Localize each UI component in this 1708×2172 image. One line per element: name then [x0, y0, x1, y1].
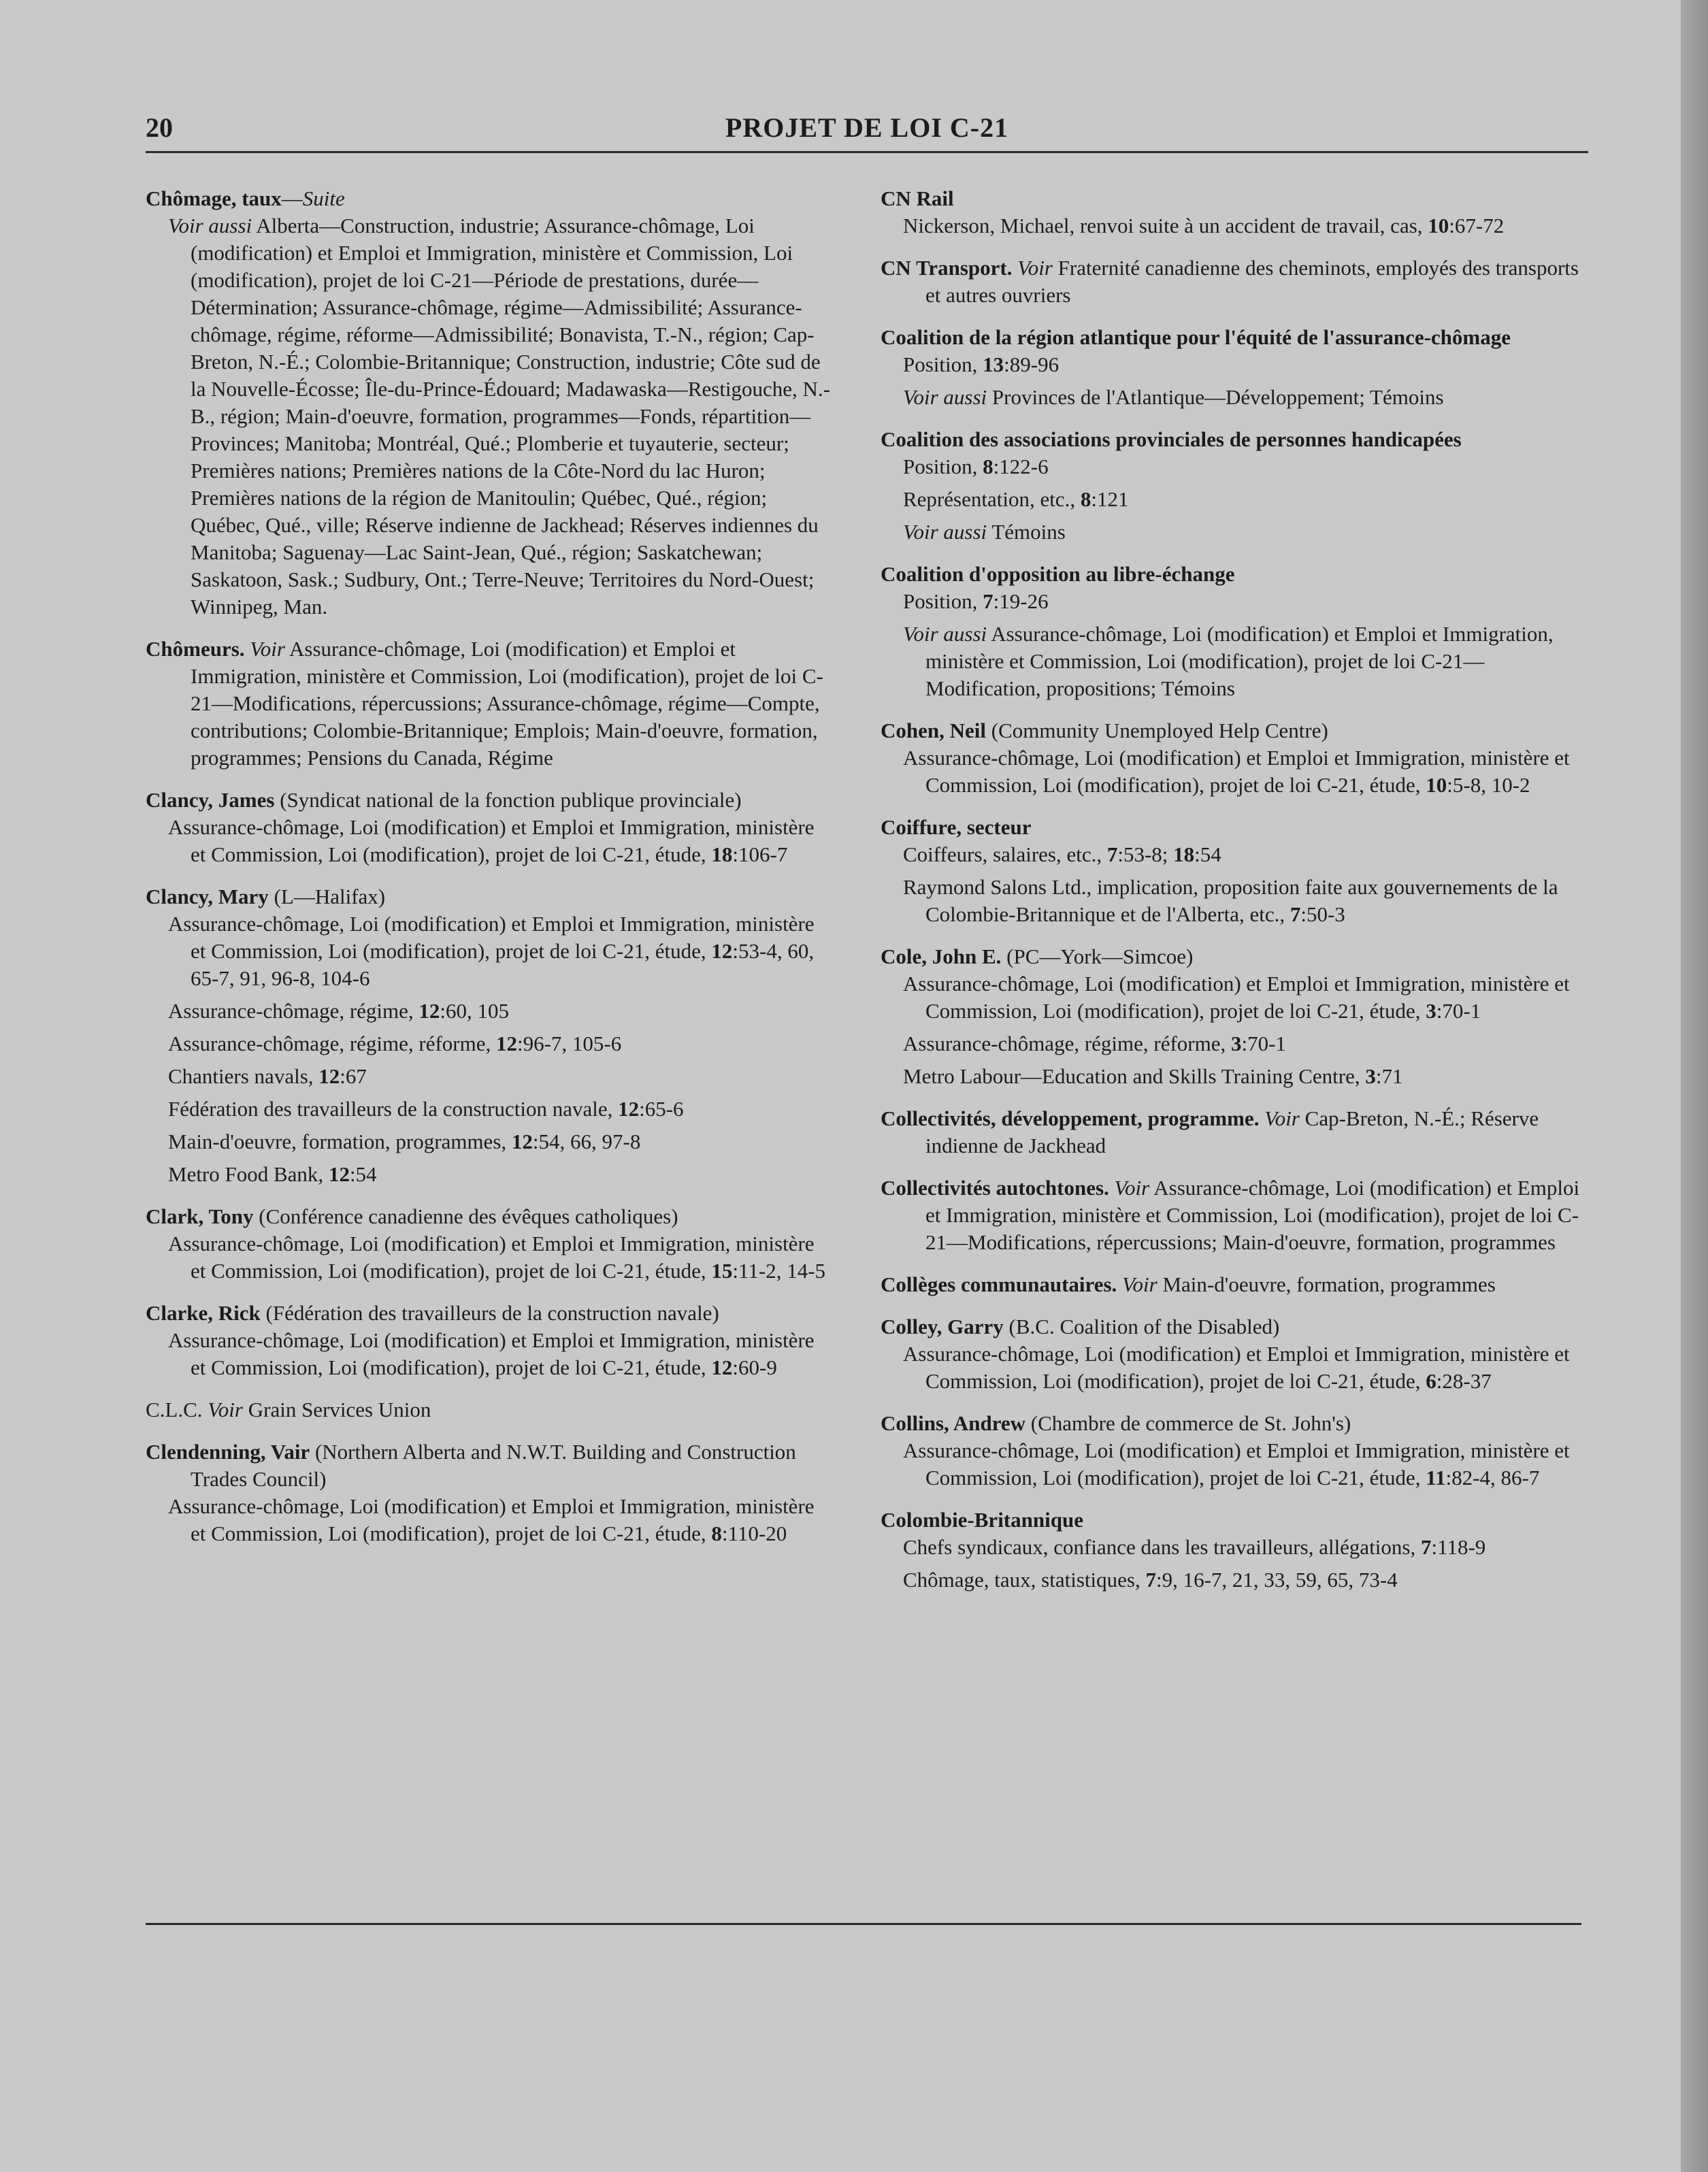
- issue-number: 18: [711, 842, 733, 866]
- sub-entry: [146, 910, 833, 992]
- page-refs: :121: [1091, 487, 1129, 511]
- page-refs: :106-7: [732, 842, 788, 866]
- issue-number: 12: [711, 939, 733, 963]
- sub-entry-text: Provinces de l'Atlantique—Développement; Témoins: [987, 385, 1444, 409]
- issue-number: 8: [711, 1521, 722, 1545]
- entry-name: Coalition de la région atlantique pour l'équité de l'assurance-chômage: [881, 325, 1511, 349]
- entry-heading: [146, 883, 833, 910]
- sub-entry-text: Position,: [903, 455, 983, 478]
- issue-number: 12: [618, 1097, 640, 1121]
- sub-entry: [881, 519, 1595, 546]
- sub-entry: [881, 212, 1595, 240]
- sub-entry: [881, 874, 1595, 928]
- sub-entry: [146, 1493, 833, 1547]
- sub-entry: [881, 1437, 1595, 1492]
- entry-heading: [881, 1174, 1595, 1256]
- page-refs: :118-9: [1431, 1535, 1486, 1559]
- entry-text: (Fédération des travailleurs de la construction navale): [265, 1301, 719, 1325]
- sub-entry: [881, 384, 1595, 411]
- issue-number: 12: [496, 1032, 517, 1055]
- page-refs: :60-9: [732, 1355, 777, 1379]
- index-entry: [881, 1313, 1595, 1395]
- sub-entry-text: Assurance-chômage, Loi (modification) et Emploi et Immigration, ministère et Commission, Loi (modification), projet de loi C-21—Modification, propositions; Témoins: [925, 622, 1554, 700]
- sub-entry-text: Assurance-chômage, Loi (modification) et Emploi et Immigration, ministère et Commission, Loi (modification), projet de loi C-21, étude,: [168, 912, 815, 963]
- page-header: [146, 112, 1588, 152]
- page-refs: :28-37: [1436, 1369, 1492, 1393]
- page-refs: :65-6: [639, 1097, 684, 1121]
- entry-name: Clancy, Mary: [146, 885, 269, 908]
- page-refs: :19-26: [993, 589, 1049, 613]
- entry-name: Clarke, Rick: [146, 1301, 261, 1325]
- issue-number: 12: [511, 1130, 533, 1153]
- sub-entry: [881, 1340, 1595, 1395]
- entry-text: (Community Unemployed Help Centre): [991, 719, 1328, 742]
- sub-entry: [146, 1161, 833, 1188]
- sub-entry: [146, 814, 833, 868]
- issue-number: 18: [1173, 842, 1195, 866]
- header-rule: [146, 151, 1588, 153]
- entry-heading: [146, 1396, 833, 1424]
- sub-entry: [881, 588, 1595, 615]
- entry-text: Cap-Breton, N.-É.; Réserve indienne de Jackhead: [925, 1106, 1539, 1157]
- page-refs: :11-2, 14-5: [732, 1259, 826, 1283]
- page-refs: :53-8;: [1117, 842, 1174, 866]
- sub-entry: [146, 1230, 833, 1285]
- cross-ref-label: Voir: [1264, 1106, 1300, 1130]
- entry-text: (Chambre de commerce de St. John's): [1030, 1411, 1351, 1435]
- entry-text: Assurance-chômage, Loi (modification) et Emploi et Immigration, ministère et Commission, Loi (modification), projet de loi C-21—Modifications, répercussions; Main-d'oeuvre, formation, programmes: [925, 1176, 1580, 1254]
- index-entry: [881, 814, 1595, 928]
- sub-entry: [881, 1063, 1595, 1090]
- issue-number: 12: [318, 1064, 340, 1088]
- sub-entry-text: Coiffeurs, salaires, etc.,: [903, 842, 1107, 866]
- sub-entry-text: Metro Labour—Education and Skills Training Centre,: [903, 1064, 1366, 1088]
- cross-ref-label: Voir: [1114, 1176, 1150, 1200]
- index-entry: [146, 636, 833, 772]
- sub-entry-text: Assurance-chômage, régime, réforme,: [168, 1032, 496, 1055]
- sub-entry-text: Position,: [903, 352, 983, 376]
- sub-entry: [146, 1096, 833, 1123]
- sub-entry-text: Nickerson, Michael, renvoi suite à un accident de travail, cas,: [903, 214, 1428, 237]
- issue-number: 12: [711, 1355, 733, 1379]
- entry-heading: [881, 943, 1595, 970]
- sub-entry: [881, 1566, 1595, 1594]
- entry-name-suffix: [1109, 1176, 1115, 1200]
- index-entry: [146, 1438, 833, 1547]
- entry-name-suffix: [1001, 944, 1006, 968]
- issue-number: 3: [1365, 1064, 1376, 1088]
- cross-ref-label: Voir aussi: [903, 520, 987, 544]
- sub-entry-text: Assurance-chômage, régime, réforme,: [903, 1032, 1231, 1055]
- entry-text: (L—Halifax): [274, 885, 386, 908]
- entry-name-suffix: [261, 1301, 266, 1325]
- sub-entry-text: Assurance-chômage, Loi (modification) et Emploi et Immigration, ministère et Commission, Loi (modification), projet de loi C-21, étude,: [903, 746, 1570, 797]
- cross-ref-label: Voir: [250, 637, 285, 661]
- entry-heading: [881, 717, 1595, 744]
- entry-name-suffix: —: [281, 186, 303, 210]
- index-entry: [881, 1507, 1595, 1594]
- entry-name: CN Rail: [881, 186, 954, 210]
- entry-name: Cole, John E.: [881, 944, 1002, 968]
- index-entry: [881, 254, 1595, 309]
- index-entry: [881, 1271, 1595, 1298]
- cross-ref-label: Voir: [1017, 256, 1053, 280]
- issue-number: 12: [328, 1162, 350, 1186]
- sub-entry-text: Main-d'oeuvre, formation, programmes,: [168, 1130, 512, 1153]
- issue-number: 10: [1426, 773, 1447, 797]
- issue-number: 6: [1426, 1369, 1436, 1393]
- entry-heading: [881, 814, 1595, 841]
- entry-text: Fraternité canadienne des cheminots, employés des transports et autres ouvriers: [925, 256, 1579, 307]
- issue-number: 3: [1426, 999, 1436, 1023]
- cross-ref-label: Voir aussi: [903, 622, 987, 646]
- page-edge-shadow: [1681, 0, 1708, 2172]
- entry-name: Clark, Tony: [146, 1204, 254, 1228]
- sub-entry: [146, 1030, 833, 1057]
- page-refs: :67: [340, 1064, 367, 1088]
- index-column-left: [146, 185, 833, 1562]
- issue-number: 15: [711, 1259, 733, 1283]
- sub-entry: [146, 1128, 833, 1155]
- page-refs: :89-96: [1004, 352, 1060, 376]
- issue-number: 13: [983, 352, 1004, 376]
- page-number: 20: [146, 112, 173, 143]
- entry-name: Clendenning, Vair: [146, 1440, 310, 1464]
- page-refs: :82-4, 86-7: [1445, 1466, 1540, 1490]
- entry-name: CN Transport.: [881, 256, 1013, 280]
- index-entry: [146, 1203, 833, 1285]
- index-entry: [146, 1300, 833, 1381]
- entry-heading: [881, 324, 1595, 351]
- entry-name: Colombie-Britannique: [881, 1508, 1083, 1532]
- index-entry: [881, 717, 1595, 799]
- sub-entry: [881, 453, 1595, 480]
- issue-number: 7: [1145, 1568, 1156, 1592]
- sub-entry: [146, 1063, 833, 1090]
- entry-heading: [146, 636, 833, 772]
- entry-name: Collectivités autochtones.: [881, 1176, 1109, 1200]
- sub-entry-text: Représentation, etc.,: [903, 487, 1081, 511]
- issue-number: 7: [1420, 1535, 1432, 1559]
- sub-entry: [146, 1327, 833, 1381]
- page-refs: :54: [349, 1162, 377, 1186]
- cross-ref-label: Voir: [208, 1398, 243, 1421]
- sub-entry: [881, 486, 1595, 513]
- page-refs: :54: [1194, 842, 1221, 866]
- sub-entry: [881, 744, 1595, 799]
- page-refs: :70-1: [1436, 999, 1481, 1023]
- sub-entry-text: Raymond Salons Ltd., implication, proposition faite aux gouvernements de la Colombie-Britannique et de l'Alberta, etc.,: [903, 875, 1558, 926]
- page-refs: :67-72: [1449, 214, 1505, 237]
- sub-entry-text: Assurance-chômage, Loi (modification) et Emploi et Immigration, ministère et Commission, Loi (modification), projet de loi C-21, étude,: [903, 1438, 1570, 1490]
- index-entry: [146, 185, 833, 621]
- entry-name-suffix: [1117, 1272, 1122, 1296]
- footer-rule: [146, 1923, 1581, 1925]
- entry-heading: [881, 1410, 1595, 1437]
- issue-number: 8: [983, 455, 993, 478]
- sub-entry-text: Assurance-chômage, Loi (modification) et Emploi et Immigration, ministère et Commission, Loi (modification), projet de loi C-21, étude,: [903, 1342, 1570, 1393]
- page-refs: :9, 16-7, 21, 33, 59, 65, 73-4: [1155, 1568, 1398, 1592]
- issue-number: 7: [983, 589, 993, 613]
- entry-heading: [881, 561, 1595, 588]
- issue-number: 7: [1106, 842, 1118, 866]
- entry-name-suffix: [1004, 1315, 1009, 1338]
- sub-entry-text: Fédération des travailleurs de la construction navale,: [168, 1097, 619, 1121]
- index-entry: [881, 943, 1595, 1090]
- entry-heading: [881, 1313, 1595, 1340]
- entry-text: (PC—York—Simcoe): [1006, 944, 1194, 968]
- cross-ref-label: Voir: [1122, 1272, 1157, 1296]
- cross-ref-label: Voir aussi: [903, 385, 987, 409]
- sub-entry-text: Assurance-chômage, régime,: [168, 999, 419, 1023]
- page-refs: :110-20: [721, 1521, 787, 1545]
- page-refs: :53-4, 60, 65-7, 91, 96-8, 104-6: [191, 939, 815, 990]
- sub-entry-text: Alberta—Construction, industrie; Assurance-chômage, Loi (modification) et Emploi et Immigration, ministère et Commission, Loi (modification), projet de loi C-21—Période de prestations, durée—Détermination; Assurance-chômage, régime—Admissibilité; Assurance-chômage, régime, réforme—Admissibilité; Bonavista, T.-N., région; Cap-Breton, N.-É.; Colombie-Britannique; Construction, industrie; Côte sud de la Nouvelle-Écosse; Île-du-Prince-Édouard; Madawaska—Restigouche, N.-B., région; Main-d'oeuvre, formation, programmes—Fonds, répartition—Provinces; Manitoba; Montréal, Qué.; Plomberie et tuyauterie, secteur; Premières nations; Premières nations de la Côte-Nord du lac Huron; Premières nations de la région de Manitoulin; Québec, Qué., région; Québec, Qué., ville; Réserve indienne de Jackhead; Réserves indiennes du Manitoba; Saguenay—Lac Saint-Jean, Qué., région; Saskatchewan; Saskatoon, Sask.; Sudbury, Ont.; Terre-Neuve; Territoires du Nord-Ouest; Winnipeg, Man.: [191, 214, 831, 619]
- sub-entry-text: Chômage, taux, statistiques,: [903, 1568, 1146, 1592]
- cross-ref-label: Suite: [302, 186, 345, 210]
- page-refs: :71: [1375, 1064, 1403, 1088]
- entry-heading: [146, 1438, 833, 1493]
- entry-name: Collins, Andrew: [881, 1411, 1026, 1435]
- sub-entry-text: Metro Food Bank,: [168, 1162, 329, 1186]
- page-refs: :70-1: [1241, 1032, 1286, 1055]
- entry-heading: [881, 254, 1595, 309]
- index-entry: [881, 561, 1595, 702]
- index-entry: [881, 185, 1595, 240]
- page-refs: :54, 66, 97-8: [532, 1130, 641, 1153]
- entry-text: Assurance-chômage, Loi (modification) et Emploi et Immigration, ministère et Commission, Loi (modification), projet de loi C-21—Modifications, répercussions; Assurance-chômage, régime—Compte, contributions; Colombie-Britannique; Emplois; Main-d'oeuvre, formation, programmes; Pensions du Canada, Régime: [191, 637, 823, 770]
- entry-heading: [881, 185, 1595, 212]
- entry-heading: [881, 1105, 1595, 1159]
- index-entry: [881, 1410, 1595, 1492]
- running-title: PROJET DE LOI C-21: [725, 112, 1009, 143]
- issue-number: 10: [1428, 214, 1449, 237]
- index-entry: [146, 1396, 833, 1424]
- sub-entry: [881, 351, 1595, 378]
- page-refs: :60, 105: [440, 999, 510, 1023]
- page-refs: :122-6: [993, 455, 1049, 478]
- entry-heading: [146, 787, 833, 814]
- index-entry: [146, 787, 833, 868]
- index-entry: [881, 1105, 1595, 1159]
- index-entry: [146, 883, 833, 1188]
- sub-entry: [881, 841, 1595, 868]
- sub-entry-text: Assurance-chômage, Loi (modification) et Emploi et Immigration, ministère et Commission, Loi (modification), projet de loi C-21, étude,: [168, 815, 815, 866]
- entry-name-suffix: [310, 1440, 315, 1464]
- issue-number: 3: [1231, 1032, 1242, 1055]
- page-refs: :96-7, 105-6: [517, 1032, 622, 1055]
- entry-name: Collectivités, développement, programme.: [881, 1106, 1260, 1130]
- sub-entry: [881, 970, 1595, 1025]
- issue-number: 12: [418, 999, 440, 1023]
- entry-name: C.L.C.: [146, 1398, 203, 1421]
- issue-number: 8: [1080, 487, 1091, 511]
- sub-entry-text: Chantiers navals,: [168, 1064, 319, 1088]
- page-refs: :50-3: [1300, 902, 1345, 926]
- entry-name-suffix: [269, 885, 274, 908]
- entry-text: (B.C. Coalition of the Disabled): [1008, 1315, 1280, 1338]
- sub-entry: [146, 998, 833, 1025]
- sub-entry-text: Chefs syndicaux, confiance dans les travailleurs, allégations,: [903, 1535, 1421, 1559]
- entry-name-suffix: [986, 719, 991, 742]
- entry-name: Collèges communautaires.: [881, 1272, 1117, 1296]
- entry-name: Chômage, taux: [146, 186, 282, 210]
- entry-heading: [146, 1300, 833, 1327]
- entry-text: Main-d'oeuvre, formation, programmes: [1157, 1272, 1496, 1296]
- entry-name-suffix: [1025, 1411, 1031, 1435]
- entry-name: Colley, Garry: [881, 1315, 1004, 1338]
- entry-text: Grain Services Union: [242, 1398, 431, 1421]
- entry-text: (Conférence canadienne des évêques catholiques): [259, 1204, 678, 1228]
- sub-entry: [881, 621, 1595, 702]
- sub-entry-text: Assurance-chômage, Loi (modification) et Emploi et Immigration, ministère et Commission, Loi (modification), projet de loi C-21, étude,: [168, 1494, 815, 1545]
- entry-heading: [881, 1507, 1595, 1534]
- sub-entry-text: Témoins: [987, 520, 1066, 544]
- sub-entry-text: Assurance-chômage, Loi (modification) et Emploi et Immigration, ministère et Commission, Loi (modification), projet de loi C-21, étude,: [168, 1328, 815, 1379]
- index-entry: [881, 426, 1595, 546]
- issue-number: 11: [1426, 1466, 1446, 1490]
- entry-text: (Northern Alberta and N.W.T. Building and Construction Trades Council): [191, 1440, 796, 1491]
- sub-entry-text: Assurance-chômage, Loi (modification) et Emploi et Immigration, ministère et Commission, Loi (modification), projet de loi C-21, étude,: [903, 972, 1570, 1023]
- entry-name: Coiffure, secteur: [881, 815, 1032, 839]
- sub-entry-text: Position,: [903, 589, 983, 613]
- entry-heading: [146, 185, 833, 212]
- entry-name: Coalition des associations provinciales de personnes handicapées: [881, 427, 1462, 451]
- index-entry: [881, 324, 1595, 411]
- cross-ref-label: Voir aussi: [168, 214, 252, 237]
- entry-text: (Syndicat national de la fonction publique provinciale): [280, 788, 742, 812]
- entry-heading: [881, 1271, 1595, 1298]
- entry-name: Chômeurs.: [146, 637, 245, 661]
- page-refs: :5-8, 10-2: [1447, 773, 1530, 797]
- sub-entry: [146, 212, 833, 621]
- entry-heading: [881, 426, 1595, 453]
- entry-name: Coalition d'opposition au libre-échange: [881, 562, 1235, 586]
- sub-entry: [881, 1534, 1595, 1561]
- entry-name: Cohen, Neil: [881, 719, 986, 742]
- index-entry: [881, 1174, 1595, 1256]
- sub-entry-text: Assurance-chômage, Loi (modification) et Emploi et Immigration, ministère et Commission, Loi (modification), projet de loi C-21, étude,: [168, 1232, 815, 1283]
- sub-entry: [881, 1030, 1595, 1057]
- index-column-right: [881, 185, 1595, 1609]
- entry-heading: [146, 1203, 833, 1230]
- issue-number: 7: [1290, 902, 1301, 926]
- entry-name: Clancy, James: [146, 788, 275, 812]
